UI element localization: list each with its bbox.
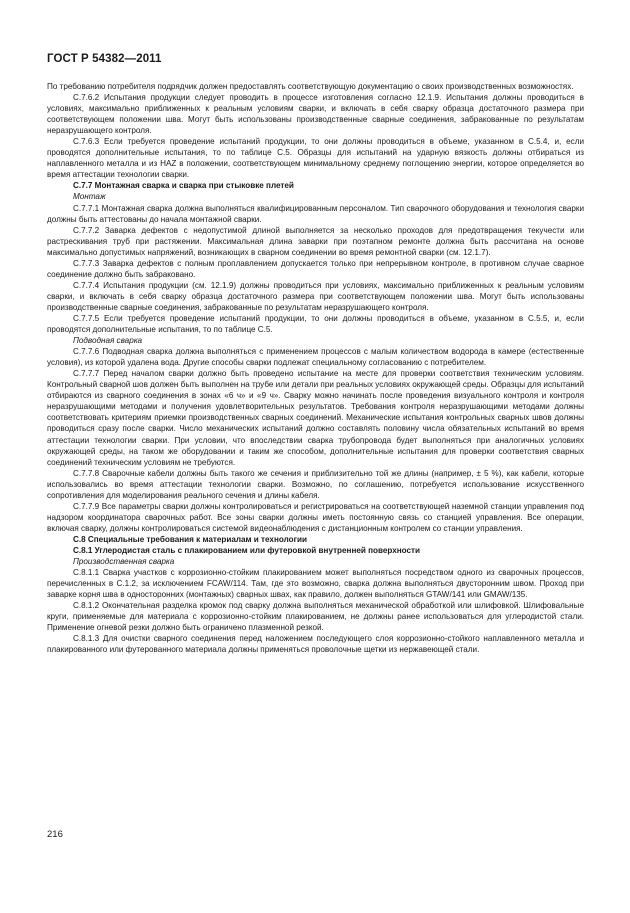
section-heading: С.7.7 Монтажная сварка и сварка при стыковке плетей — [73, 181, 294, 191]
paragraph: С.8.1.2 Окончательная разделка кромок под сварку должна выполняться механической обработкой или шлифовкой. Шлифовальные круги, применяемые для материала с коррозионно-стойким плакированием, не должны ранее использоваться для углеродистой стали. Применение огневой резки должно быть ограничено плазменной резкой. — [47, 601, 584, 633]
paragraph: С.7.7.6 Подводная сварка должна выполняться с применением процессов с малым количеством водорода в камере (естественные условия), из которой удалена вода. Другие способы сварки подлежат специальному согласованию с потребителем. — [47, 347, 584, 368]
document-body — [47, 81, 584, 655]
paragraph: С.8.1.3 Для очистки сварного соединения перед наложением последующего слоя коррозионно-стойкого наплавленного металла и плакированного или футерованного материала должны применяться проволочные щетки из нержавеющей стали. — [47, 634, 584, 655]
subsection-title: Производственная сварка — [73, 557, 175, 567]
paragraph: С.7.7.2 Заварка дефектов с недопустимой длиной выполняется за несколько проходов для предотвращения текучести или растрескивания труб при растяжении. Максимальная длина заварки при поэтапном ремонте должна быть рассчитана на основе максимально допустимых напряжений, возникающих в сварном соединении во время ремонтной сварки (см. 12.1.7). — [47, 225, 584, 257]
paragraph: С.7.7.5 Если требуется проведение испытаний продукции, то они должны проводиться в объеме, указанном в С.5.5, и, если проводятся дополнительные испытания, то по таблице С.5. — [47, 313, 584, 335]
paragraph: С.7.7.8 Сварочные кабели должны быть такого же сечения и приблизительно той же длины (например, ± 5 %), как кабели, которые использовались во время аттестации технологии сварки. Возможно, по соглашению, потребуется использование искусственного сопротивления для моделирования реального сечения и длины кабеля. — [47, 468, 584, 500]
paragraph: С.7.7.1 Монтажная сварка должна выполняться квалифицированным персоналом. Тип сварочного оборудования и технология сварки должны быть аттестованы до начала монтажной сварки. — [47, 203, 584, 224]
subsection-title: Подводная сварка — [73, 336, 143, 346]
section-heading: С.8 Специальные требования к материалам и технологии — [73, 534, 308, 544]
paragraph: С.7.6.2 Испытания продукции следует проводить в процессе изготовления согласно 12.1.9. Испытания должны проводиться в условиях, максимально приближенных к реальным условиям сварки, и включать в себя сварку образца достаточного размера при соответствующем положении шва. Могут быть использованы производственные сварные соединения, забракованные по результатам неразрушающего контроля. — [47, 93, 584, 136]
document-header: ГОСТ Р 54382—2011 — [47, 53, 162, 65]
paragraph: По требованию потребителя подрядчик должен предоставлять соответствующую документацию о своих производственных возможностях. — [47, 82, 574, 91]
paragraph: С.7.7.3 Заварка дефектов с полным проплавлением допускается только при непрерывном контроле, в противном случае сварное соединение должно быть забраковано. — [47, 258, 584, 279]
paragraph: С.8.1.1 Сварка участков с коррозионно-стойким плакированием может выполняться посредством одного из сварочных процессов, перечисленных в С.1.2, за исключением FCAW/114. Там, где это возможно, сварка должна выполняться двусторонним швом. Проход при заварке корня шва в односторонних (монтажных) сварных швах, как правило, должен выполняться GTAW/141 или GMAW/135. — [47, 568, 584, 600]
paragraph: С.7.7.4 Испытания продукции (см. 12.1.9) должны проводиться при условиях, максимально приближенных к реальным условиям сварки, и включать в себя сварку образца достаточного размера при соответствующем положении шва. Могут быть использованы производственные сварные соединения, забракованные по результатам неразрушающего контроля. — [47, 280, 584, 312]
paragraph: С.7.7.7 Перед началом сварки должно быть проведено испытание на месте для проверки соответствия техническим условиям. Контрольный сварной шов должен быть выполнен на трубе или детали при реальных условиях окружающей среды. Образцы для испытаний отбираются из сварного соединения в зонах «6 ч» и «9 ч». Сварку можно начинать после проведения визуального контроля и контроля неразрушающими методами и получения удовлетворительных результатов. Требования контроля неразрушающими методами должны соответствовать критериям приемки производственных сварных соединений. Механические испытания контрольных сварных швов должны проводиться сразу после сварки. Число механических испытаний должно составлять половину числа обязательных испытаний во время аттестации технологии сварки. При условии, что впоследствии сварка трубопровода будет выполняться при аналогичных условиях окружающей среды, на таком же оборудовании и таким же способом, дополнительные испытания для проверки соответствия сварных соединений техническим условиям не требуются. — [47, 369, 584, 467]
section-heading: С.8.1 Углеродистая сталь с плакированием или футеровкой внутренней поверхности — [73, 545, 421, 555]
page-number: 216 — [47, 829, 63, 840]
subsection-title: Монтаж — [73, 192, 106, 202]
paragraph: С.7.6.3 Если требуется проведение испытаний продукции, то они должны проводиться в объеме, указанном в С.5.4, и, если проводятся дополнительные испытания, то по таблице С.5. Образцы для испытаний на ударную вязкость должны отбираться из наплавленного металла и из HAZ в положении, соответствующем минимальному среднему поглощению энергии, которое определяется во время аттестации технологии сварки. — [47, 137, 584, 180]
paragraph: С.7.7.9 Все параметры сварки должны контролироваться и регистрироваться на соответствующей наземной станции управления под надзором координатора сварочных работ. Все зоны сварки должны иметь постоянную связь со станцией управления. Все операции, включая сварку, должны контролироваться системой видеонаблюдения с дистанционным контролем со станции управления. — [47, 501, 584, 533]
